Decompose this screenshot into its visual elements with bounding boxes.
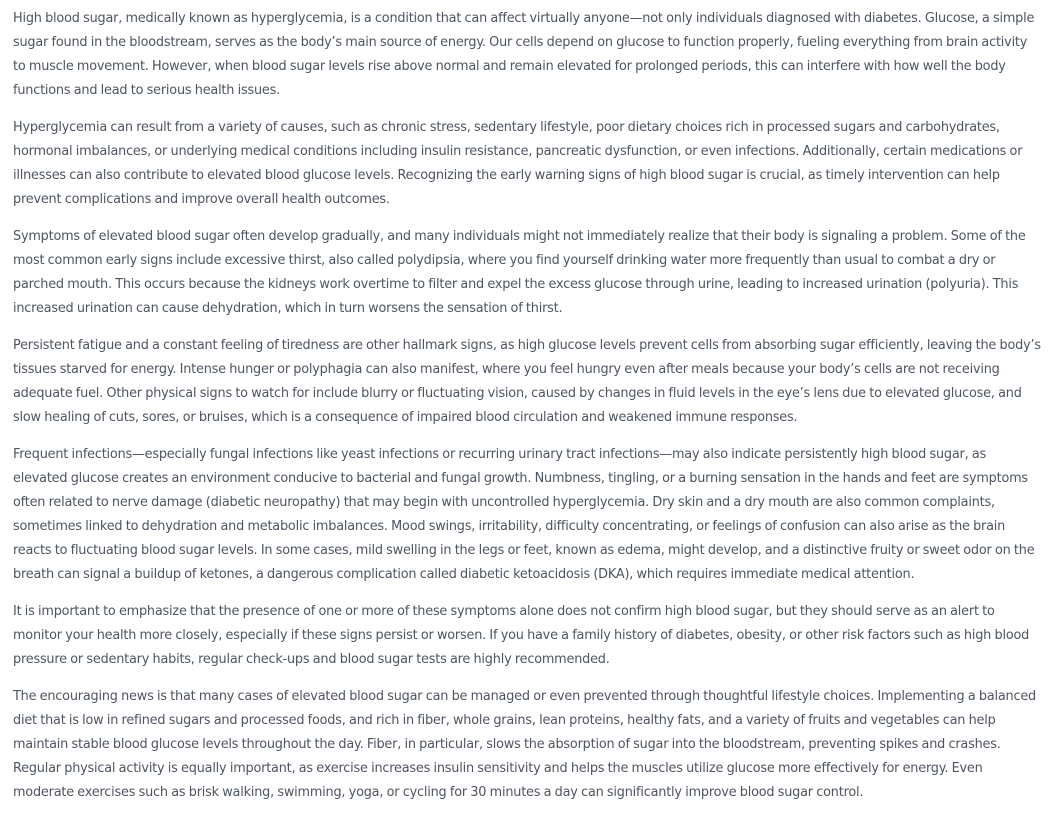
paragraph-monitoring: It is important to emphasize that the presence of one or more of these symptoms alone does not confirm high blood sugar, but they should serve as an alert to monitor your health more closely, especially if these signs persist or worsen. If you have a family history of diabetes, obesity, or other risk factors such as high blood pressure or sedentary habits, regular check-ups and blood sugar tests are highly recommended.: [13, 604, 1030, 667]
paragraph-prevention: The encouraging news is that many cases of elevated blood sugar can be managed or even prevented through thoughtful lifestyle choices. Implementing a balanced diet that is low in refined sugars and processed foods, and rich in fiber, whole grains, lean proteins, healthy fats, and a variety of fruits and vegetables can help maintain stable blood glucose levels throughout the day. Fiber, in particular, slows the absorption of sugar into the bloodstream, preventing spikes and crashes. Regular physical activity is equally important, as exercise increases insulin sensitivity and helps the muscles utilize glucose more effectively for energy. Even moderate exercises such as brisk walking, swimming, yoga, or cycling for 30 minutes a day can significantly improve blood sugar control.: [13, 689, 1037, 800]
paragraph-intro: High blood sugar, medically known as hyperglycemia, is a condition that can affect virtually anyone—not only individuals diagnosed with diabetes. Glucose, a simple sugar found in the bloodstream, serves as the body’s main source of energy. Our cells depend on glucose to function properly, fueling everything from brain activity to muscle movement. However, when blood sugar levels rise above normal and remain elevated for prolonged periods, this can interfere with how well the body functions and lead to serious health issues.: [13, 11, 1035, 98]
paragraph-fatigue-symptoms: Persistent fatigue and a constant feeling of tiredness are other hallmark signs, as high glucose levels prevent cells from absorbing sugar efficiently, leaving the body’s tissues starved for energy. Intense hunger or polyphagia can also manifest, where you feel hungry even after meals because your body’s cells are not receiving adequate fuel. Other physical signs to watch for include blurry or fluctuating vision, caused by changes in fluid levels in the eye’s lens due to elevated glucose, and slow healing of cuts, sores, or bruises, which is a consequence of impaired blood circulation and weakened immune responses.: [13, 338, 1041, 425]
paragraph-causes: Hyperglycemia can result from a variety of causes, such as chronic stress, sedentary lifestyle, poor dietary choices rich in processed sugars and carbohydrates, hormonal imbalances, or underlying medical conditions including insulin resistance, pancreatic dysfunction, or even infections. Additionally, certain medications or illnesses can also contribute to elevated blood glucose levels. Recognizing the early warning signs of high blood sugar is crucial, as timely intervention can help prevent complications and improve overall health outcomes.: [13, 120, 1023, 207]
paragraph-early-symptoms: Symptoms of elevated blood sugar often develop gradually, and many individuals might not immediately realize that their body is signaling a problem. Some of the most common early signs include excessive thirst, also called polydipsia, where you find yourself drinking water more frequently than usual to combat a dry or parched mouth. This occurs because the kidneys work overtime to filter and expel the excess glucose through urine, leading to increased urination (polyuria). This increased urination can cause dehydration, which in turn worsens the sensation of thirst.: [13, 229, 1026, 316]
paragraph-other-symptoms: Frequent infections—especially fungal infections like yeast infections or recurring urinary tract infections—may also indicate persistently high blood sugar, as elevated glucose creates an environment conducive to bacterial and fungal growth. Numbness, tingling, or a burning sensation in the hands and feet are symptoms often related to nerve damage (diabetic neuropathy) that may begin with uncontrolled hyperglycemia. Dry skin and a dry mouth are also common complaints, sometimes linked to dehydration and metabolic imbalances. Mood swings, irritability, difficulty concentrating, or feelings of confusion can also arise as the brain reacts to fluctuating blood sugar levels. In some cases, mild swelling in the legs or feet, known as edema, might develop, and a distinctive fruity or sweet odor on the breath can signal a buildup of ketones, a dangerous complication called diabetic ketoacidosis (DKA), which requires immediate medical attention.: [13, 447, 1035, 582]
